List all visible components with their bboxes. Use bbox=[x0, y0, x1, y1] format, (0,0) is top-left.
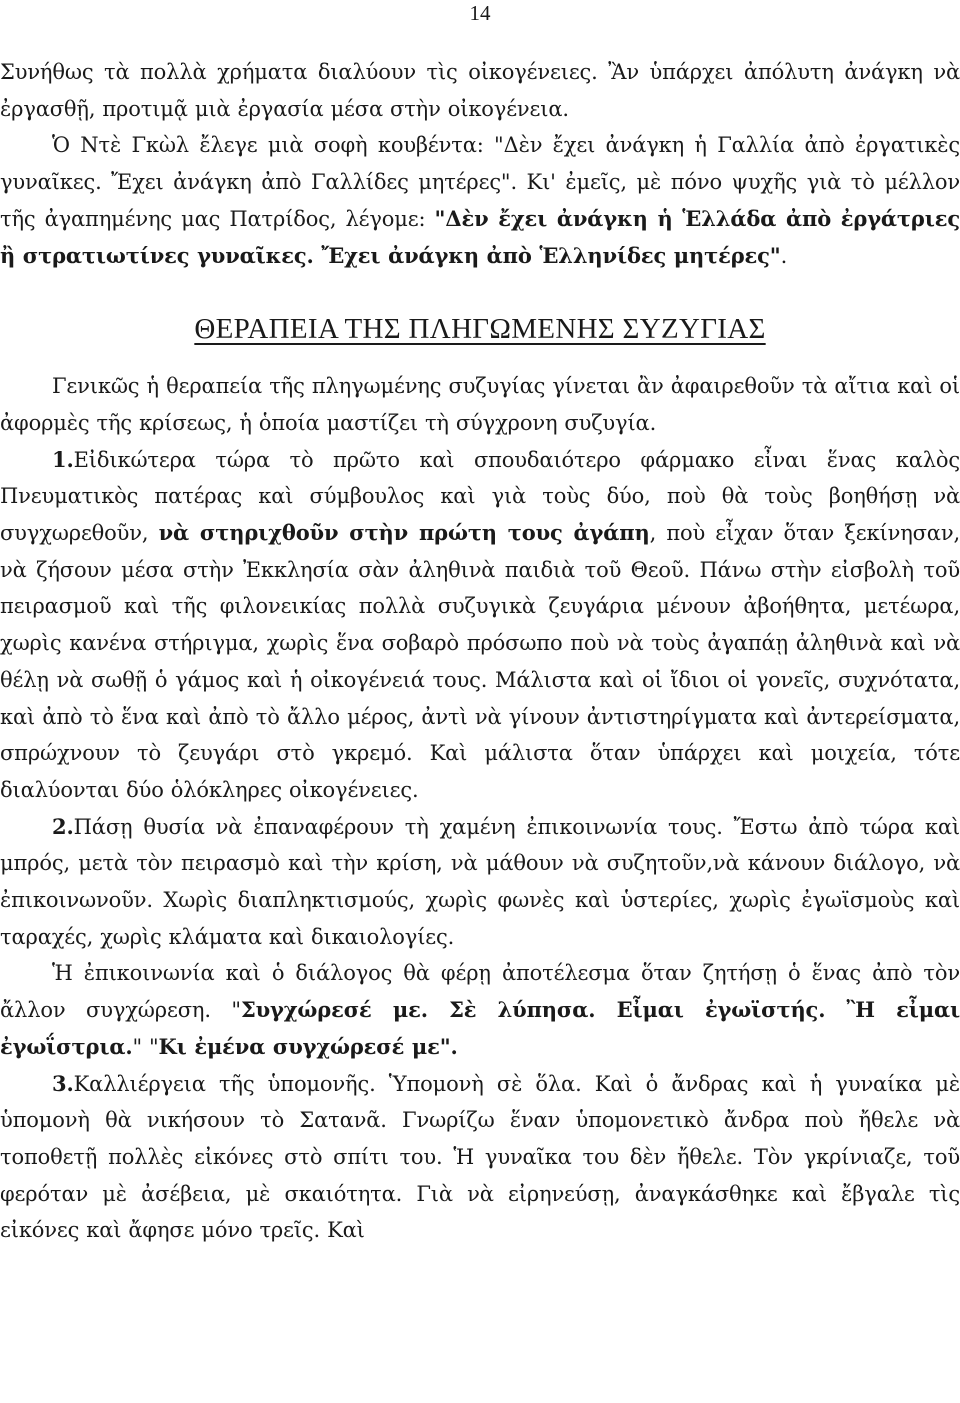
item-3-number: 3. bbox=[52, 1070, 74, 1096]
paragraph-item-2 bbox=[0, 809, 960, 956]
paragraph-item-2-forgiveness bbox=[0, 955, 960, 1065]
forgiveness-bold-2: Κι ἐμένα συγχώρεσέ με". bbox=[158, 1033, 458, 1059]
item-1-text-b: , ποὺ εἶχαν ὅταν ξεκίνησαν, νὰ ζήσουν μέσα στὴν Ἐκκλησία σὰν ἀληθινὰ παιδιὰ τοῦ Θεοῦ. Πάνω στὴν εἰσβολὴ τοῦ πειρασμοῦ καὶ τῆς φιλονεικίας πολλὰ συζυγικὰ ζευγάρια μένουν ἀβοήθητα, μετέωρα, χωρὶς κανένα στήριγμα, χωρὶς ἕνα σοβαρὸ πρόσωπο ποὺ νὰ τοὺς ἀγαπάῃ ἀληθινὰ καὶ νὰ θέλῃ νὰ σωθῇ ὁ γάμος καὶ ἡ οἰκογένειά τους. Μάλιστα καὶ οἱ ἴδιοι οἱ γονεῖς, συχνότατα, καὶ ἀπὸ τὸ ἕνα καὶ ἀπὸ τὸ ἄλλο μέρος, ἀντὶ νὰ γίνουν ἀντιστηρίγματα καὶ ἀντερείσματα, σπρώχνουν τὸ ζευγάρι στὸ γκρεμό. Καὶ μάλιστα ὅταν ὑπάρχει καὶ μοιχεία, τότε διαλύονται δύο ὁλόκληρες οἰκογένειες. bbox=[0, 521, 960, 802]
forgiveness-text: Ἡ ἐπικοινωνία καὶ ὁ διάλογος θὰ φέρῃ ἀποτέλεσμα ὅταν ζητήσῃ ὁ ἕνας ἀπὸ τὸν ἄλλον συγχώρεση. " bbox=[0, 961, 960, 1023]
de-gaulle-text: Ὁ Ντὲ Γκὼλ ἔλεγε μιὰ σοφὴ κουβέντα: "Δὲν ἔχει ἀνάγκη ἡ Γαλλία ἀπὸ ἐργατικὲς γυναῖκες. Ἔχει ἀνάγκη ἀπὸ Γαλλίδες μητέρες". Κι' ἐμεῖς, μὲ πόνο ψυχῆς γιὰ τὸ μέλλον τῆς ἀγαπημένης μας Πατρίδος, λέγομε: bbox=[0, 133, 960, 231]
section-heading: ΘΕΡΑΠΕΙΑ ΤΗΣ ΠΛΗΓΩΜΕΝΗΣ ΣΥΖΥΓΙΑΣ bbox=[194, 313, 766, 346]
paragraph-intro: Συνήθως τὰ πολλὰ χρήματα διαλύουν τὶς οἰκογένειες. Ἂν ὑπάρχει ἀπόλυτη ἀνάγκη νὰ ἐργασθῇ, προτιμᾷ μιὰ ἐργασία μέσα στὴν οἰκογένεια. bbox=[0, 60, 960, 121]
paragraph-de-gaulle bbox=[0, 127, 960, 274]
de-gaulle-bold-quote: "Δὲν ἔχει ἀνάγκη ἡ Ἑλλάδα ἀπὸ ἐργάτριες ἢ στρατιωτίνες γυναῖκες. Ἔχει ἀνάγκη ἀπὸ Ἑλληνίδες μητέρες" bbox=[0, 205, 960, 268]
item-2-text: Πάσῃ θυσία νὰ ἐπαναφέρουν τὴ χαμένη ἐπικοινωνία τους. Ἔστω ἀπὸ τώρα καὶ μπρός, μετὰ τὸν πειρασμὸ καὶ τὴν κρίση, νὰ μάθουν νὰ συζητοῦν,νὰ κάνουν διάλογο, νὰ ἐπικοινωνοῦν. Χωρὶς διαπληκτισμούς, χωρὶς φωνὲς καὶ ὑστερίες, χωρὶς ἐγωϊσμοὺς καὶ ταραχές, χωρὶς κλάματα καὶ δικαιολογίες. bbox=[0, 814, 960, 949]
item-1-text-a: Εἰδικώτερα τώρα τὸ πρῶτο καὶ σπουδαιότερο φάρμακο εἶναι ἕνας καλὸς Πνευματικὸς πατέρας καὶ σύμβουλος καὶ γιὰ τοὺς δύο, ποὺ θὰ τοὺς βοηθήσῃ νὰ συγχωρεθοῦν, bbox=[0, 447, 960, 546]
page-number: 14 bbox=[469, 1, 491, 25]
paragraph-item-1 bbox=[0, 442, 960, 809]
item-1-number: 1. bbox=[52, 446, 74, 472]
page-body bbox=[0, 54, 960, 1249]
de-gaulle-end: . bbox=[780, 243, 788, 268]
item-2-number: 2. bbox=[52, 813, 74, 839]
paragraph-item-3 bbox=[0, 1066, 960, 1250]
paragraph-lead: Γενικῶς ἡ θεραπεία τῆς πληγωμένης συζυγίας γίνεται ἂν ἀφαιρεθοῦν τὰ αἴτια καὶ οἱ ἀφορμὲς τῆς κρίσεως, ἡ ὁποία μαστίζει τὴ σύγχρονη συζυγία. bbox=[0, 374, 960, 435]
forgiveness-mid: " " bbox=[132, 1034, 159, 1059]
item-1-bold: νὰ στηριχθοῦν στὴν πρώτη τους ἀγάπη bbox=[158, 520, 650, 546]
forgiveness-bold-1: Συγχώρεσέ με. Σὲ λύπησα. Εἶμαι ἐγωϊστής. Ἢ εἶμαι ἐγωΐστρια. bbox=[0, 997, 960, 1059]
item-3-text: Καλλιέργεια τῆς ὑπομονῆς. Ὑπομονὴ σὲ ὅλα. Καὶ ὁ ἄνδρας καὶ ἡ γυναίκα μὲ ὑπομονὴ θὰ νικήσουν τὸ Σατανᾶ. Γνωρίζω ἕναν ὑπομονετικὸ ἄνδρα ποὺ ἤθελε νὰ τοποθετῇ πολλὲς εἰκόνες στὸ σπίτι του. Ἡ γυναῖκα του δὲν ἤθελε. Τὸν γκρίνιαζε, τοῦ φερόταν μὲ ἀσέβεια, μὲ σκαιότητα. Γιὰ νὰ εἰρηνεύσῃ, ἀναγκάσθηκε καὶ ἔβγαλε τὶς εἰκόνες καὶ ἄφησε μόνο τρεῖς. Καὶ bbox=[0, 1071, 960, 1243]
